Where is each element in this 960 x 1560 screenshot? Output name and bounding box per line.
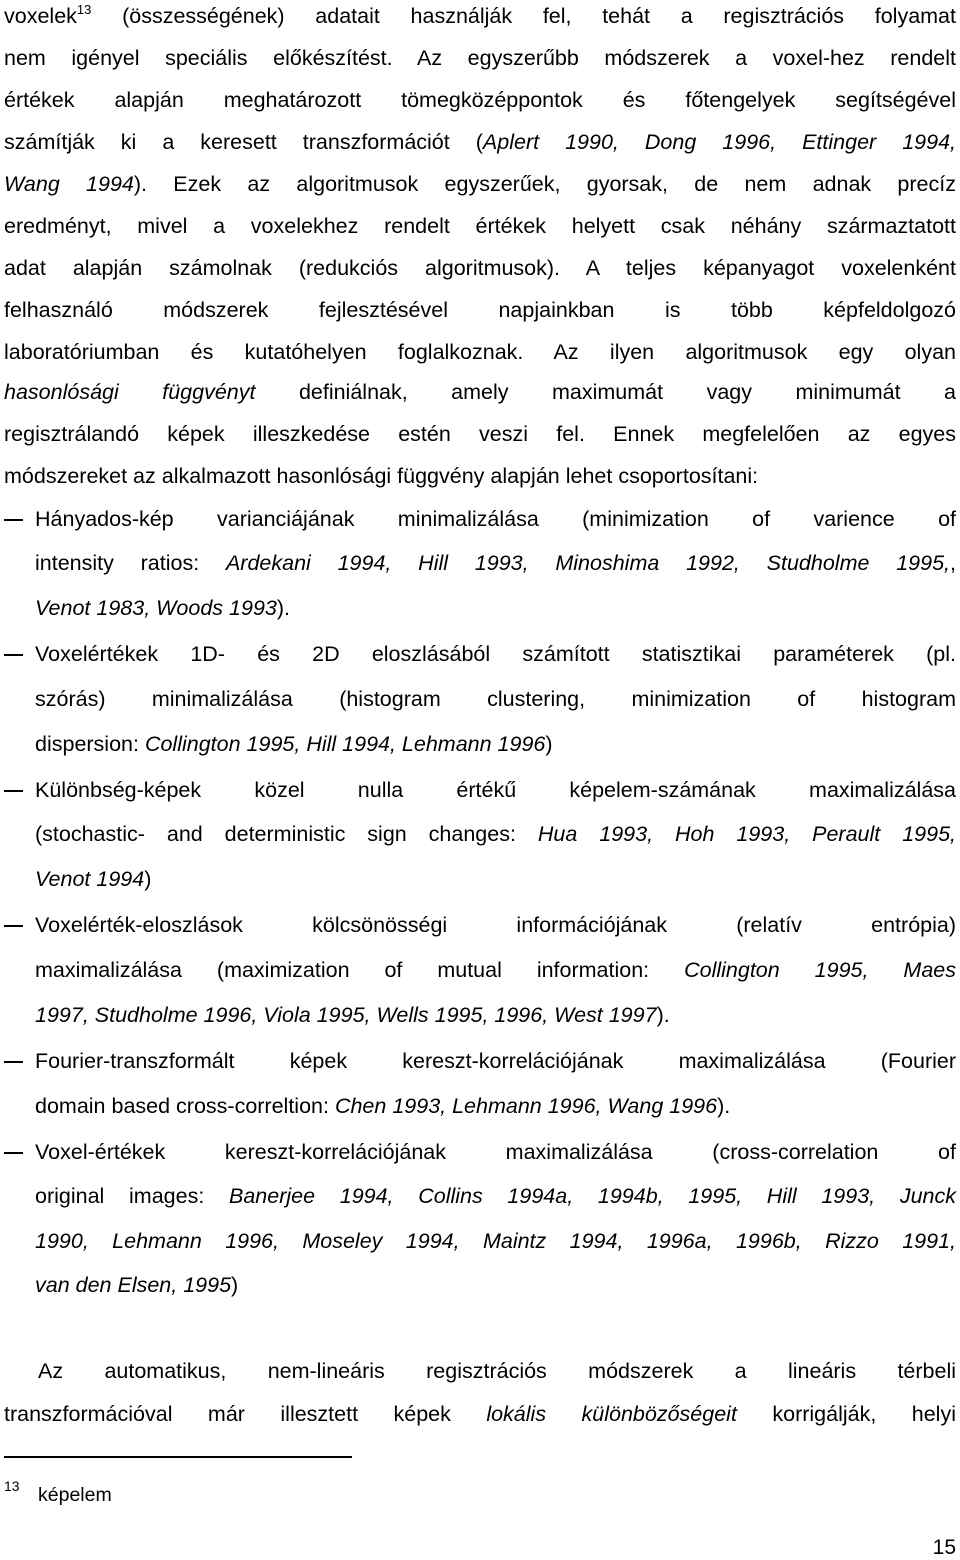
text-line: laboratóriumban és kutatóhelyen foglalkoznak. Az ilyen algoritmusok egy olyan [4,340,956,364]
bullet-line: maximalizálása (maximization of mutual information: Collington 1995, Maes [35,958,956,982]
bullet-line: Voxel-értékek kereszt-korrelációjának maximalizálása (cross-correlation of [35,1140,956,1164]
text-line: értékek alapján meghatározott tömegközéppontok és főtengelyek segítségével [4,88,956,112]
footnote-number: 13 [4,1478,20,1494]
text-line: eredményt, mivel a voxelekhez rendelt értékek helyett csak néhány származtatott [4,214,956,238]
bullet-line: Venot 1994) [35,867,152,891]
dash-bullet [4,1152,23,1154]
bullet-line: domain based cross-correltion: Chen 1993, Lehmann 1996, Wang 1996). [35,1094,731,1118]
bullet-line: Voxelérték-eloszlások kölcsönösségi információjának (relatív entrópia) [35,913,956,937]
dash-bullet [4,790,23,792]
bullet-line: Fourier-transzformált képek kereszt-korrelációjának maximalizálása (Fourier [35,1049,956,1073]
bullet-line: intensity ratios: Ardekani 1994, Hill 1993, Minoshima 1992, Studholme 1995,, [35,551,956,575]
bullet-line: van den Elsen, 1995) [35,1273,239,1297]
footnote-ref: 13 [76,2,92,17]
dash-bullet [4,654,23,656]
footnote-separator [4,1456,352,1458]
text-line: regisztrálandó képek illeszkedése estén veszi fel. Ennek megfelelően az egyes [4,422,956,446]
text-line: voxelek$^{13}$ (összességének) adatait használják fel, tehát a regisztrációs folyamat [4,2,956,28]
dash-bullet [4,925,23,927]
bullet-line: dispersion: Collington 1995, Hill 1994, Lehmann 1996) [35,732,553,756]
footnote-text: képelem [38,1484,112,1506]
text-line: hasonlósági függvényt definiálnak, amely maximumát vagy minimumát a [4,380,957,404]
text-line: Wang 1994). Ezek az algoritmusok egyszerűek, gyorsak, de nem adnak precíz [4,172,956,196]
text-line: transzformációval már illesztett képek lokális különbözőségeit korrigálják, helyi [4,1402,956,1426]
text-line: nem igényel speciális előkészítést. Az egyszerűbb módszerek a voxel-hez rendelt [4,46,956,70]
text-line: adat alapján számolnak (redukciós algoritmusok). A teljes képanyagot voxelenként [4,256,956,280]
dash-bullet [4,519,23,521]
bullet-line: 1997, Studholme 1996, Viola 1995, Wells 1995, 1996, West 1997). [35,1003,670,1027]
dash-bullet [4,1061,23,1063]
text-line: felhasználó módszerek fejlesztésével napjainkban is több képfeldolgozó [4,298,956,322]
text-line: módszereket az alkalmazott hasonlósági függvény alapján lehet csoportosítani: [4,464,759,488]
bullet-line: Különbség-képek közel nulla értékű képelem-számának maximalizálása [35,778,956,802]
bullet-line: Hányados-kép varianciájának minimalizálása (minimization of varience of [35,507,956,531]
bullet-line: Voxelértékek 1D- és 2D eloszlásából számított statisztikai paraméterek (pl. [35,642,956,666]
bullet-line: szórás) minimalizálása (histogram clustering, minimization of histogram [35,687,956,711]
bullet-line: original images: Banerjee 1994, Collins 1994a, 1994b, 1995, Hill 1993, Junck [35,1184,957,1208]
bullet-line: 1990, Lehmann 1996, Moseley 1994, Maintz 1994, 1996a, 1996b, Rizzo 1991, [35,1229,956,1253]
bullet-line: (stochastic- and deterministic sign changes: Hua 1993, Hoh 1993, Perault 1995, [35,822,956,846]
bullet-line: Venot 1983, Woods 1993). [35,596,290,620]
text-line: Az automatikus, nem-lineáris regisztrációs módszerek a lineáris térbeli [38,1359,956,1383]
page-number: 15 [932,1536,956,1559]
text-line: számítják ki a keresett transzformációt (Aplert 1990, Dong 1996, Ettinger 1994, [4,130,956,154]
